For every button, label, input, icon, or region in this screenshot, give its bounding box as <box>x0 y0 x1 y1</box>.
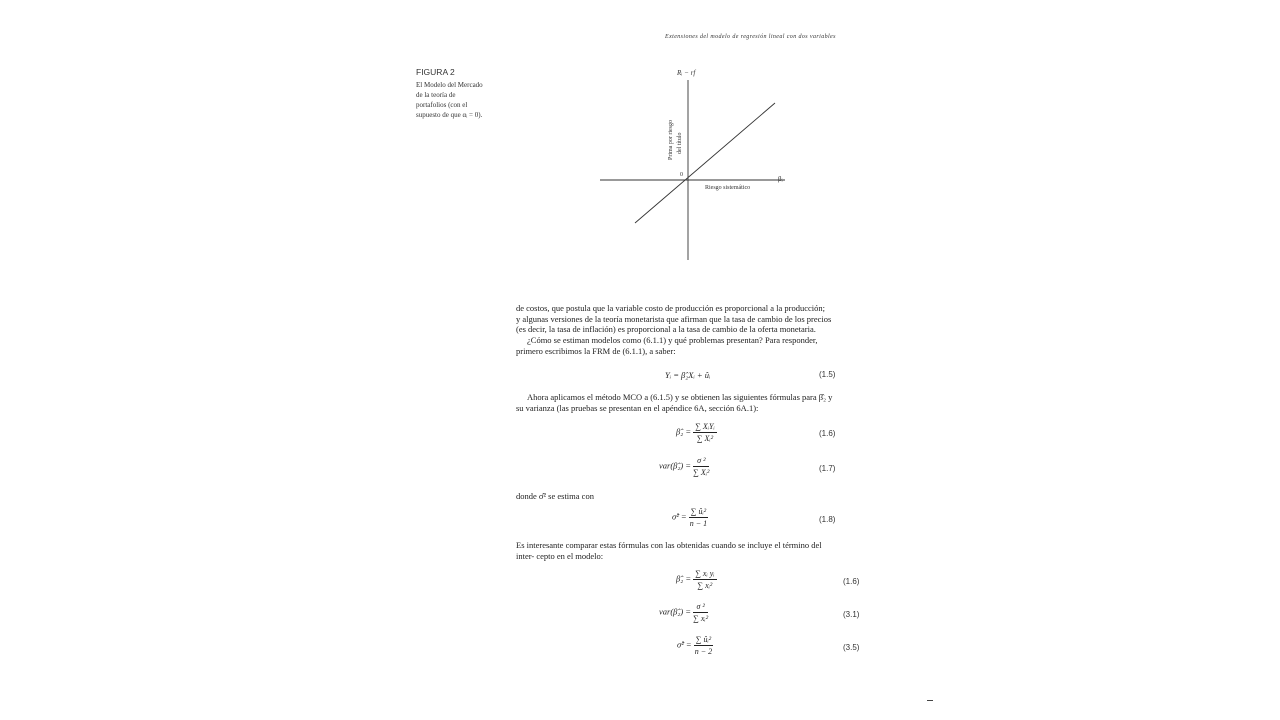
text-line: de costos, que postula que la variable costo de producción es proporcional a la producción; <box>516 303 825 313</box>
caption-line: de la teoría de <box>416 91 456 99</box>
denominator: n − 1 <box>689 519 708 528</box>
numerator: ∑ ûᵢ² <box>695 635 712 644</box>
figure-caption <box>416 80 511 120</box>
denominator: ∑ Xᵢ² <box>693 468 710 477</box>
equation-lhs: σ̂² = <box>677 639 692 650</box>
numerator: σ ² <box>693 456 709 467</box>
paragraph-5 <box>516 540 822 561</box>
y-axis-top-label: Rᵢ − rf <box>677 69 696 77</box>
equation-1-5: Yᵢ = β̂₂Xᵢ + ûᵢ <box>665 370 711 380</box>
equation-1-6 <box>676 422 717 443</box>
equation-1-8 <box>672 507 708 528</box>
origin-label: 0 <box>680 172 683 178</box>
y-axis-label-line1: Prima por riesgo <box>668 120 674 160</box>
caption-line: portafolios (con el <box>416 101 468 109</box>
security-market-line <box>635 103 775 223</box>
text-line: y algunas versiones de la teoría monetarista que afirman que la tasa de cambio de los precios <box>516 313 832 324</box>
equation-number: (1.6) <box>843 577 860 586</box>
paragraph-3 <box>516 392 832 413</box>
fraction <box>693 456 709 477</box>
denominator: ∑ xᵢ² <box>693 614 709 623</box>
text-line: Es interesante comparar estas fórmulas con las obtenidas cuando se incluye el término del <box>516 540 822 550</box>
paragraph-4: donde σ̂² se estima con <box>516 491 594 501</box>
equation-lhs: β̂₂ = <box>676 426 692 437</box>
paragraph-2 <box>516 335 817 356</box>
text-line: su varianza (las pruebas se presentan en el apéndice 6A, sección 6A.1): <box>516 402 759 413</box>
denominator: ∑ Xᵢ² <box>696 434 714 443</box>
numerator: σ ² <box>693 602 708 613</box>
equation-number: (1.8) <box>819 515 836 524</box>
fraction <box>693 569 716 590</box>
text-line: ¿Cómo se estiman modelos como (6.1.1) y qué problemas presentan? Para responder, <box>527 335 818 345</box>
equation-number: (1.7) <box>819 464 836 473</box>
numerator: ∑ xᵢ yᵢ <box>695 569 715 578</box>
text-line: (es decir, la tasa de inflación) es proporcional a la tasa de cambio de la oferta monetaria. <box>516 324 816 335</box>
running-header: Extensiones del modelo de regresión lineal con dos variables <box>665 34 836 40</box>
page-mark <box>927 700 933 701</box>
equation-lhs: var(β̂₂) = <box>659 606 692 617</box>
text-line: inter- cepto en el modelo: <box>516 550 604 561</box>
equation-lhs: var(β̂₂) = <box>659 460 692 471</box>
equation-3-5 <box>677 635 713 656</box>
fraction <box>693 602 708 623</box>
equation-1-7 <box>659 456 709 477</box>
figure-title: FIGURA 2 <box>416 67 455 77</box>
paragraph-1 <box>516 303 831 335</box>
fraction <box>689 507 708 528</box>
caption-line: supuesto de que αᵢ = 0). <box>416 111 483 119</box>
equation-number: (1.6) <box>819 429 836 438</box>
x-axis-label: Riesgo sistemático <box>705 185 751 191</box>
equation-lhs: σ̂² = <box>672 511 687 522</box>
text-line: Ahora aplicamos el método MCO a (6.1.5) y se obtienen las siguientes fórmulas para β̂₂ y <box>527 392 833 402</box>
text-line: primero escribimos la FRM de (6.1.1), a saber: <box>516 345 676 356</box>
fraction <box>694 635 713 656</box>
caption-line: El Modelo del Mercado <box>416 81 483 89</box>
equation-1-6-intercept <box>676 569 717 590</box>
x-axis-end-label: βᵢ <box>778 175 783 183</box>
market-model-diagram <box>590 60 800 270</box>
equation-3-1 <box>659 602 708 623</box>
numerator: ∑ ûᵢ² <box>690 507 707 516</box>
fraction <box>693 422 717 443</box>
denominator: ∑ xᵢ² <box>697 581 713 590</box>
equation-number: (3.1) <box>843 610 860 619</box>
equation-lhs: β̂₂ = <box>676 573 692 584</box>
equation-number: (1.5) <box>819 370 836 379</box>
numerator: ∑ XᵢYᵢ <box>695 422 715 431</box>
equation-number: (3.5) <box>843 643 860 652</box>
denominator: n − 2 <box>694 647 713 656</box>
y-axis-label-line2: del título <box>677 132 683 154</box>
